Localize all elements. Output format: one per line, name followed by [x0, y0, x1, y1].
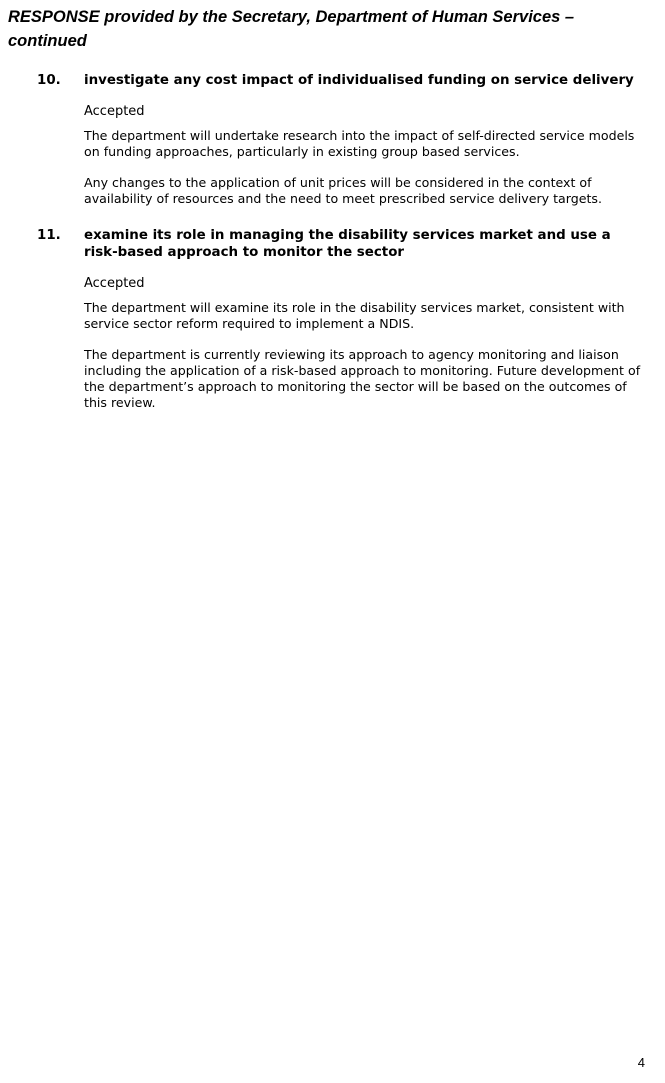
- recommendation-number: 10.: [37, 73, 61, 88]
- recommendation-header: [37, 72, 647, 89]
- page-heading: RESPONSE provided by the Secretary, Department of Human Services – continued: [8, 8, 575, 50]
- recommendation-number: 11.: [37, 228, 61, 243]
- recommendation-header: [37, 227, 647, 261]
- page-number: 4: [637, 1055, 645, 1070]
- response-paragraph: The department will examine its role in the disability services market, consistent with service sector reform required to implement a NDIS.: [84, 300, 625, 331]
- recommendation-title: examine its role in managing the disability services market and use a risk-based approach to monitor the sector: [84, 228, 611, 260]
- recommendation-response: [84, 276, 647, 411]
- response-status: Accepted: [84, 276, 145, 291]
- recommendation-11: [37, 227, 647, 411]
- recommendation-title: investigate any cost impact of individualised funding on service delivery: [84, 73, 634, 88]
- response-paragraph: Any changes to the application of unit prices will be considered in the context of availability of resources and the need to meet prescribed service delivery targets.: [84, 175, 602, 206]
- response-status: Accepted: [84, 104, 145, 119]
- response-paragraph: The department will undertake research into the impact of self-directed service models on funding approaches, particularly in existing group based services.: [84, 128, 635, 159]
- response-paragraph: The department is currently reviewing its approach to agency monitoring and liaison including the application of a risk-based approach to monitoring. Future development of the department’s approach to monitoring the sector will be based on the outcomes of this review.: [84, 347, 641, 410]
- recommendation-response: [84, 104, 647, 207]
- recommendation-10: [37, 72, 647, 207]
